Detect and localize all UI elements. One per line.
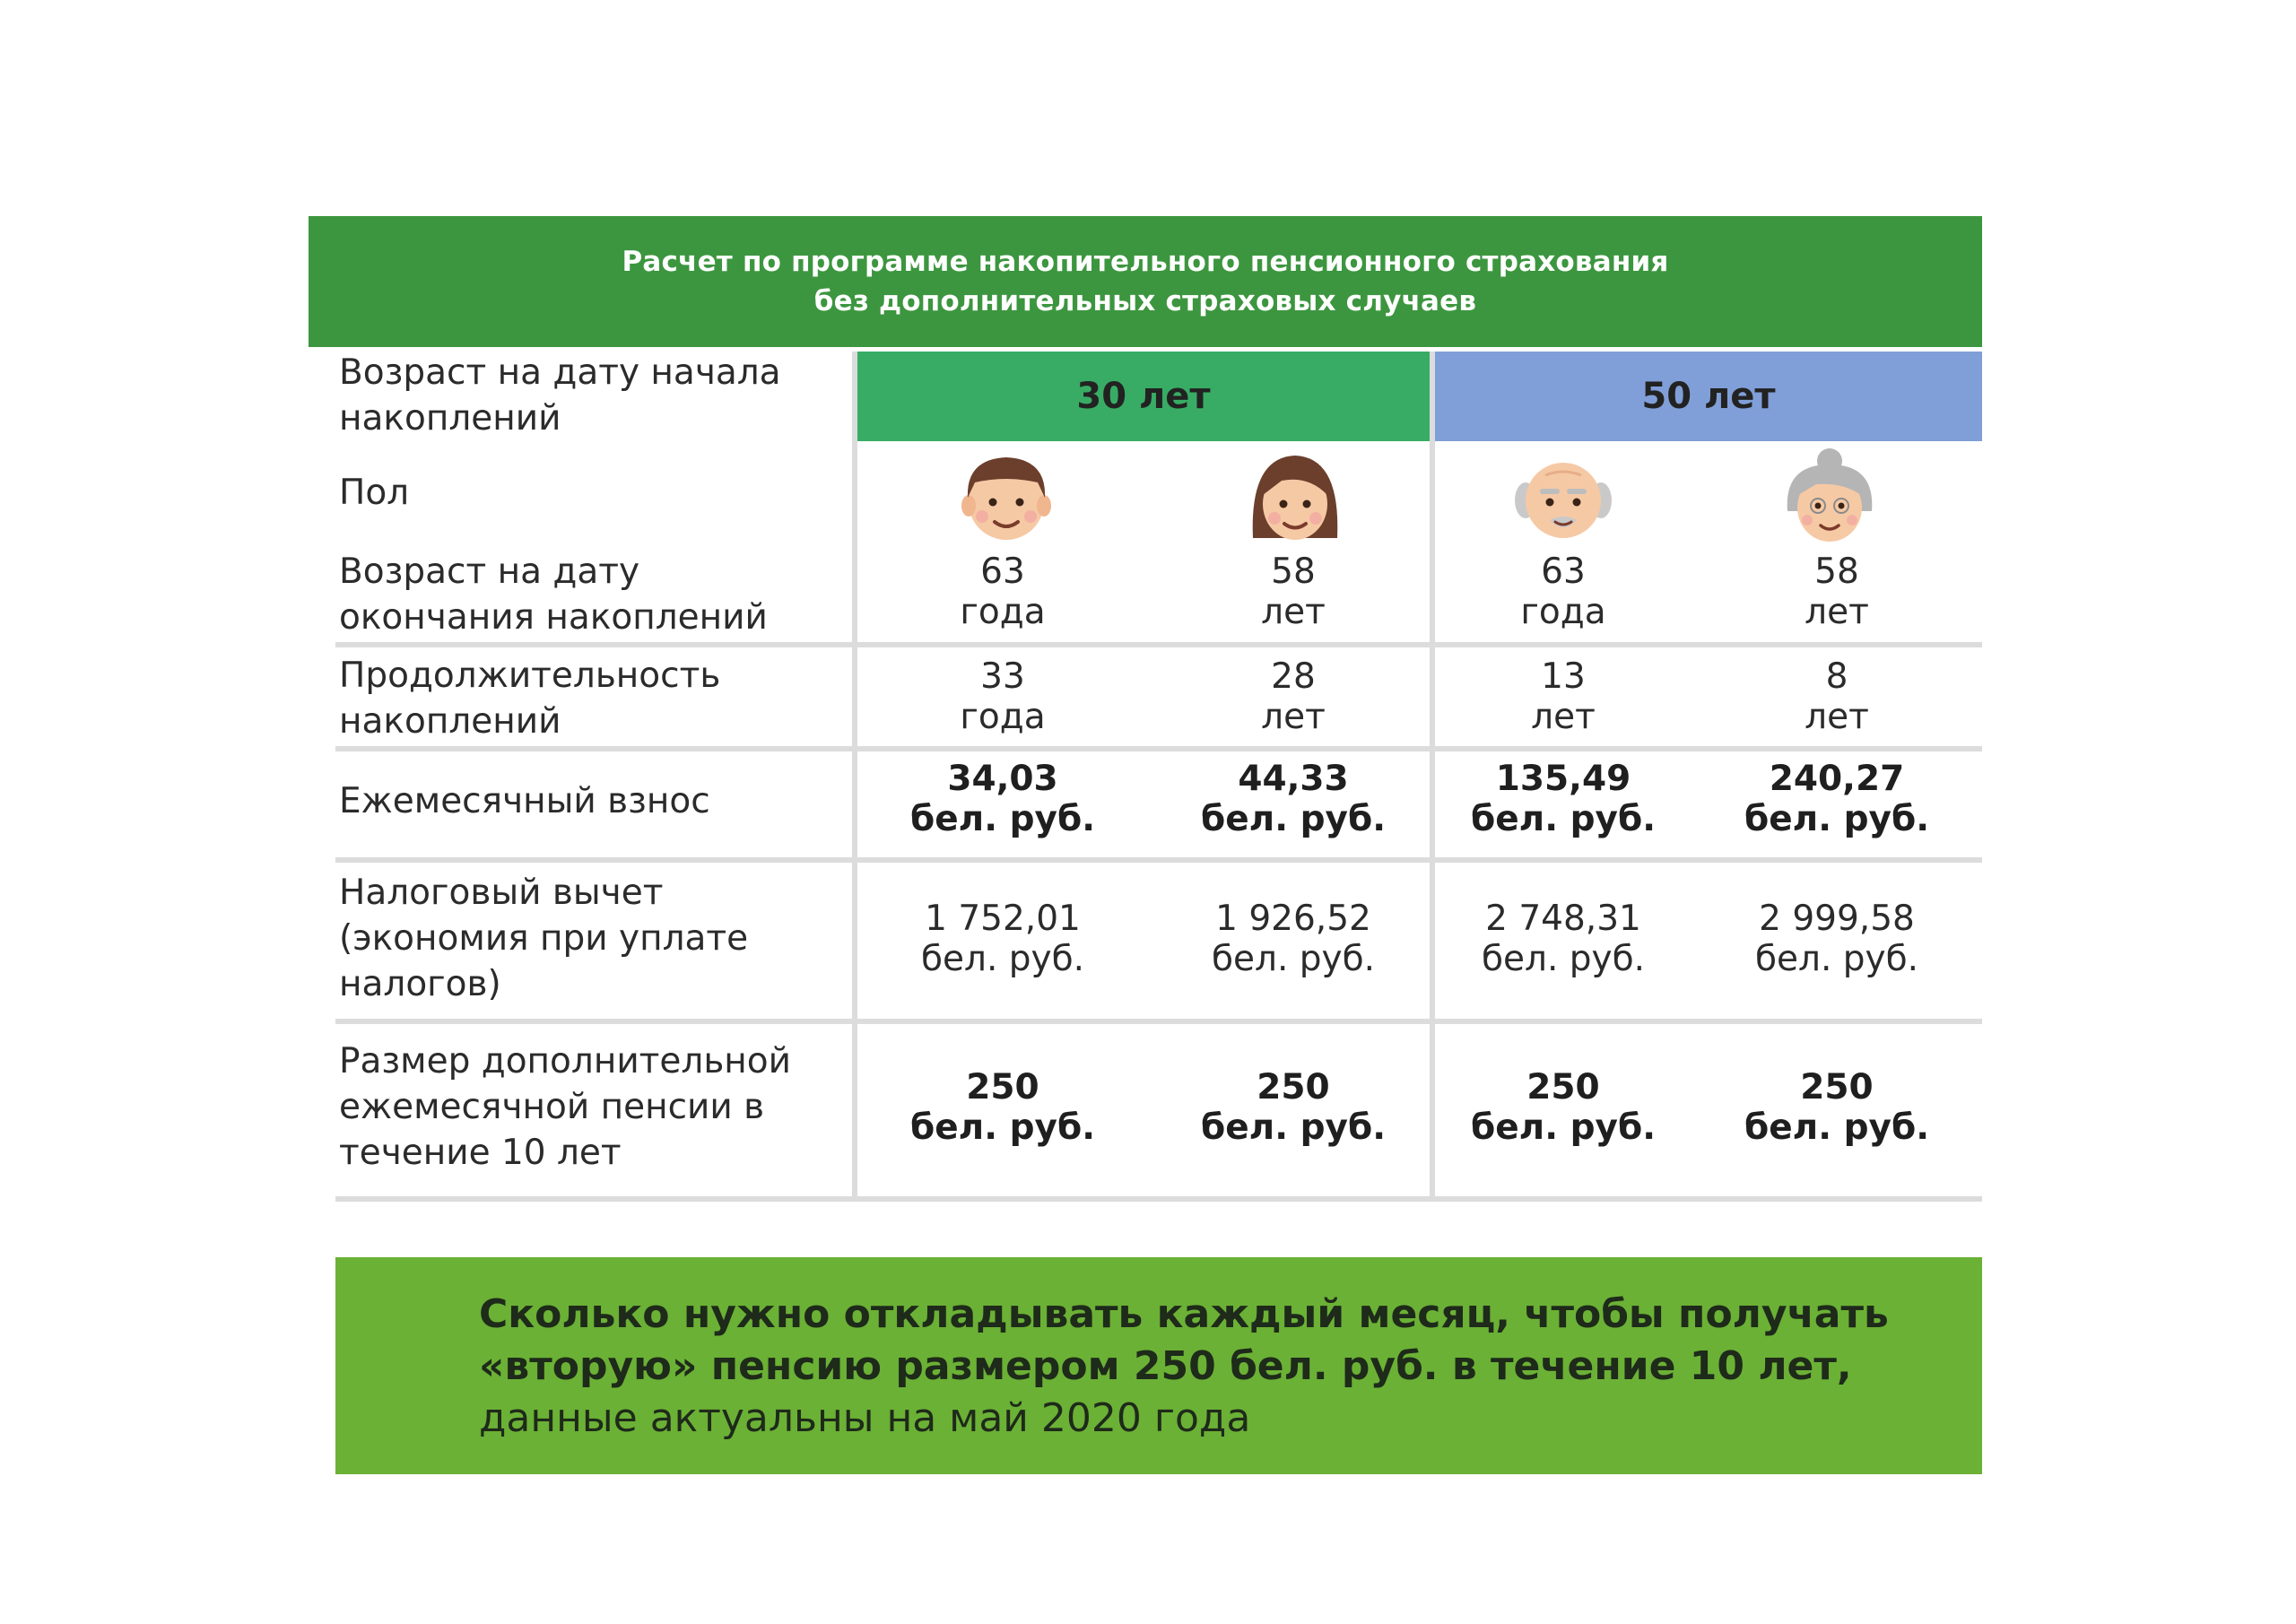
cell-tax-deduction-1: 1 752,01 бел. руб.: [920, 899, 1085, 979]
cell-end-age-2: 58 лет: [1261, 551, 1326, 632]
cell-tax-deduction-3: 2 748,31 бел. руб.: [1481, 899, 1646, 979]
title-line-2: без дополнительных страховых случаев: [813, 285, 1477, 317]
label-duration: Продолжительность накоплений: [339, 656, 721, 742]
label-pension: Размер дополнительной ежемесячной пенсии в течение 10 лет: [339, 1041, 792, 1173]
group-header-50: 50 лет: [1435, 352, 1982, 441]
divider-row-4: [335, 1019, 1982, 1024]
footer-line-1: Сколько нужно откладывать каждый месяц, чтобы получать: [479, 1291, 1889, 1337]
divider-row-2: [335, 746, 1982, 751]
old-man-icon: [1514, 448, 1613, 547]
group-header-30: 30 лет: [857, 352, 1430, 441]
young-man-icon: [957, 448, 1056, 547]
footer-note: [335, 1257, 1982, 1474]
label-start-age: Возраст на дату начала накоплений: [339, 352, 781, 439]
cell-duration-2: 28 лет: [1261, 656, 1326, 737]
cell-pension-1: 250 бел. руб.: [909, 1067, 1096, 1148]
label-gender: Пол: [339, 473, 410, 513]
old-woman-icon: [1780, 448, 1879, 547]
divider-row-3: [335, 857, 1982, 863]
cell-duration-4: 8 лет: [1805, 656, 1869, 737]
title-line-1: Расчет по программе накопительного пенсионного страхования: [622, 246, 1669, 278]
cell-end-age-4: 58 лет: [1805, 551, 1869, 632]
cell-duration-1: 33 года: [960, 656, 1046, 737]
divider-row-1: [335, 642, 1982, 647]
title-banner: [309, 216, 1982, 347]
divider-vertical-left: [852, 352, 857, 1202]
footer-line-2: «вторую» пенсию размером 250 бел. руб. в течение 10 лет,: [479, 1343, 1852, 1389]
cell-pension-2: 250 бел. руб.: [1200, 1067, 1387, 1148]
cell-duration-3: 13 лет: [1531, 656, 1596, 737]
cell-end-age-3: 63 года: [1520, 551, 1606, 632]
cell-pension-3: 250 бел. руб.: [1470, 1067, 1657, 1148]
divider-row-5: [335, 1196, 1982, 1202]
cell-tax-deduction-4: 2 999,58 бел. руб.: [1754, 899, 1919, 979]
label-tax-deduction: Налоговый вычет (экономия при уплате налогов): [339, 873, 749, 1004]
cell-monthly-fee-3: 135,49 бел. руб.: [1470, 759, 1657, 839]
young-woman-icon: [1246, 448, 1344, 547]
label-end-age: Возраст на дату окончания накоплений: [339, 551, 768, 638]
cell-pension-4: 250 бел. руб.: [1744, 1067, 1930, 1148]
divider-vertical-middle: [1430, 352, 1435, 1202]
cell-monthly-fee-2: 44,33 бел. руб.: [1200, 759, 1387, 839]
footer-line-3: данные актуальны на май 2020 года: [479, 1395, 1251, 1441]
cell-monthly-fee-4: 240,27 бел. руб.: [1744, 759, 1930, 839]
cell-monthly-fee-1: 34,03 бел. руб.: [909, 759, 1096, 839]
cell-end-age-1: 63 года: [960, 551, 1046, 632]
cell-tax-deduction-2: 1 926,52 бел. руб.: [1211, 899, 1376, 979]
label-monthly-fee: Ежемесячный взнос: [339, 781, 710, 821]
